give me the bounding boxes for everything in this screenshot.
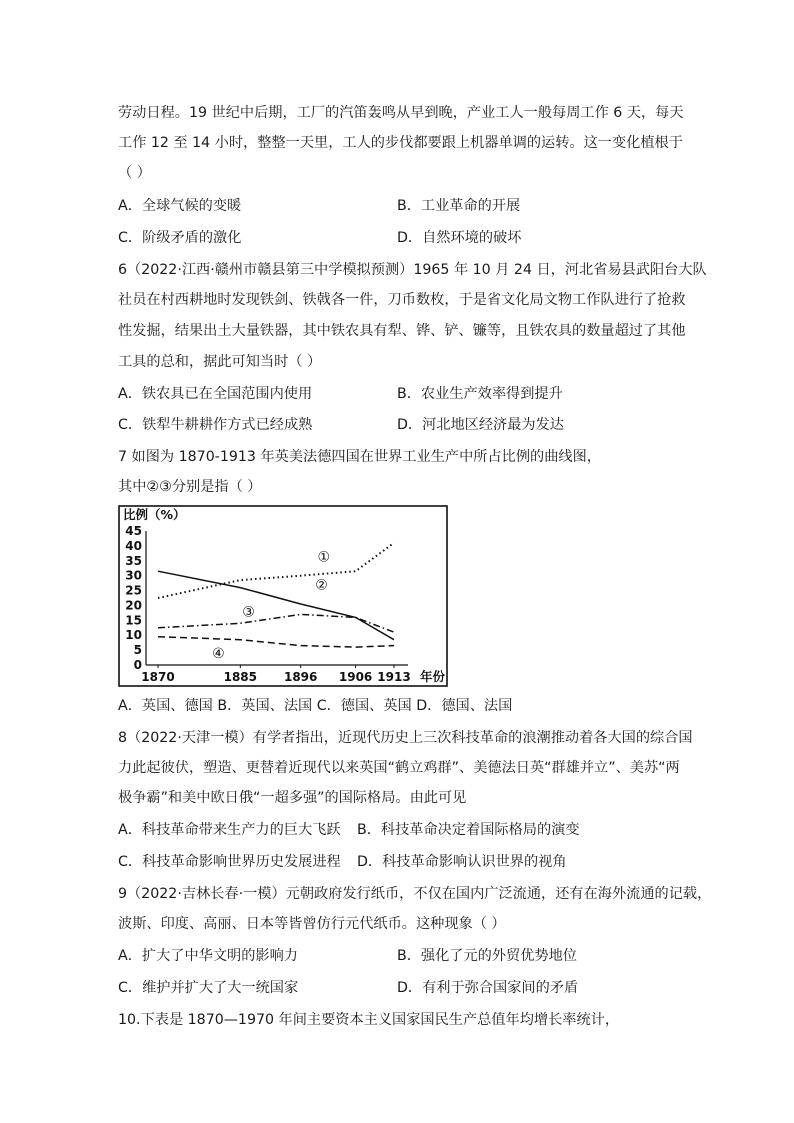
- q6-option-a: A．铁农具已在全国范围内使用: [118, 386, 313, 402]
- q9-line-1: 9（2022·吉林长春·一模）元朝政府发行纸币，不仅在国内广泛流通，还有在海外流通的记载，: [118, 886, 712, 902]
- x-tick-label: 1896: [283, 670, 318, 684]
- q6-line-3: 性发掘，结果出土大量铁器，其中铁农具有犁、铧、铲、镰等，且铁农具的数量超过了其他: [118, 323, 686, 339]
- q6-option-b: B．农业生产效率得到提升: [397, 386, 563, 402]
- y-tick-label: 45: [125, 524, 142, 538]
- q9-option-d: D．有利于弥合国家间的矛盾: [397, 980, 579, 996]
- q8-option-b: B．科技革命决定着国际格局的演变: [357, 822, 580, 838]
- x-tick-label: 1885: [223, 670, 258, 684]
- y-tick-label: 5: [133, 643, 142, 658]
- q10-line-1: 10.下表是 1870—1970 年间主要资本主义国家国民生产总值年均增长率统计，: [118, 1012, 620, 1028]
- intro-option-a: A．全球气候的变暖: [118, 198, 242, 214]
- chart-svg: [118, 505, 448, 687]
- y-tick-label: 0: [133, 658, 142, 672]
- q6-line-4: 工具的总和，据此可知当时（ ）: [118, 354, 322, 370]
- series-label-4: ④: [212, 646, 225, 663]
- q7-line-1: 7 如图为 1870-1913 年英美法德四国在世界工业生产中所占比例的曲线图，: [118, 449, 601, 465]
- q9-option-c: C．维护并扩大了大一统国家: [118, 980, 299, 996]
- q8-line-2: 力此起彼伏，塑造、更替着近现代以来英国“鹤立鸡群”、美德法日英“群雄并立”、美苏“两: [118, 760, 680, 776]
- intro-line-3: （ ）: [118, 165, 151, 181]
- q6-line-2: 社员在村西耕地时发现铁剑、铁戟各一件，刀币数枚，于是省文化局文物工作队进行了抢救: [118, 292, 686, 308]
- q8-line-3: 极争霸”和美中欧日俄“一超多强”的国际格局。由此可见: [118, 790, 467, 806]
- x-tick-label: 1906: [338, 670, 373, 684]
- q8-option-d: D．科技革命影响认识世界的视角: [357, 854, 567, 870]
- q9-option-b: B．强化了元的外贸优势地位: [397, 948, 577, 964]
- industrial-share-chart: [118, 505, 448, 687]
- intro-option-b: B．工业革命的开展: [397, 198, 521, 214]
- series-label-1: ①: [317, 549, 331, 566]
- q6-option-d: D．河北地区经济最为发达: [397, 417, 564, 433]
- y-tick-label: 25: [125, 583, 142, 598]
- x-tick-label: 1870: [141, 670, 175, 684]
- q8-option-a: A．科技革命带来生产力的巨大飞跃: [118, 822, 341, 838]
- chart-xlabel: 年份: [420, 669, 446, 684]
- y-tick-label: 20: [125, 598, 142, 613]
- q7-options-row: A．英国、德国 B．英国、法国 C．德国、英国 D．德国、法国: [118, 698, 513, 714]
- series-label-3: ③: [242, 604, 255, 621]
- q9-line-2: 波斯、印度、高丽、日本等皆曾仿行元代纸币。这种现象（ ）: [118, 916, 506, 932]
- y-tick-label: 10: [125, 628, 142, 643]
- y-tick-label: 30: [125, 568, 142, 583]
- q8-option-c: C．科技革命影响世界历史发展进程: [118, 854, 341, 870]
- x-tick-label: 1913: [377, 670, 411, 684]
- y-tick-label: 35: [125, 553, 142, 568]
- intro-line-2: 工作 12 至 14 小时，整整一天里，工人的步伐都要跟上机器单调的运转。这一变化植根于: [118, 135, 683, 151]
- q6-option-c: C．铁犁牛耕耕作方式已经成熟: [118, 417, 313, 433]
- q6-line-1: 6（2022·江西·赣州市赣县第三中学模拟预测）1965 年 10 月 24 日，河北省易县武阳台大队: [118, 262, 707, 278]
- intro-option-d: D．自然环境的破坏: [397, 230, 522, 246]
- series-label-2: ②: [315, 577, 328, 594]
- chart-ylabel: 比例（%）: [123, 507, 186, 522]
- q9-option-a: A．扩大了中华文明的影响力: [118, 948, 298, 964]
- y-tick-label: 15: [125, 613, 142, 628]
- y-tick-label: 40: [125, 538, 142, 553]
- intro-line-1: 劳动日程。19 世纪中后期，工厂的汽笛轰鸣从早到晚，产业工人一般每周工作 6 天，每天: [118, 105, 684, 121]
- q7-line-2: 其中②③分别是指（ ）: [118, 479, 262, 495]
- q8-line-1: 8（2022·天津一模）有学者指出，近现代历史上三次科技革命的浪潮推动着各大国的综合国: [118, 730, 693, 746]
- intro-option-c: C．阶级矛盾的激化: [118, 230, 242, 246]
